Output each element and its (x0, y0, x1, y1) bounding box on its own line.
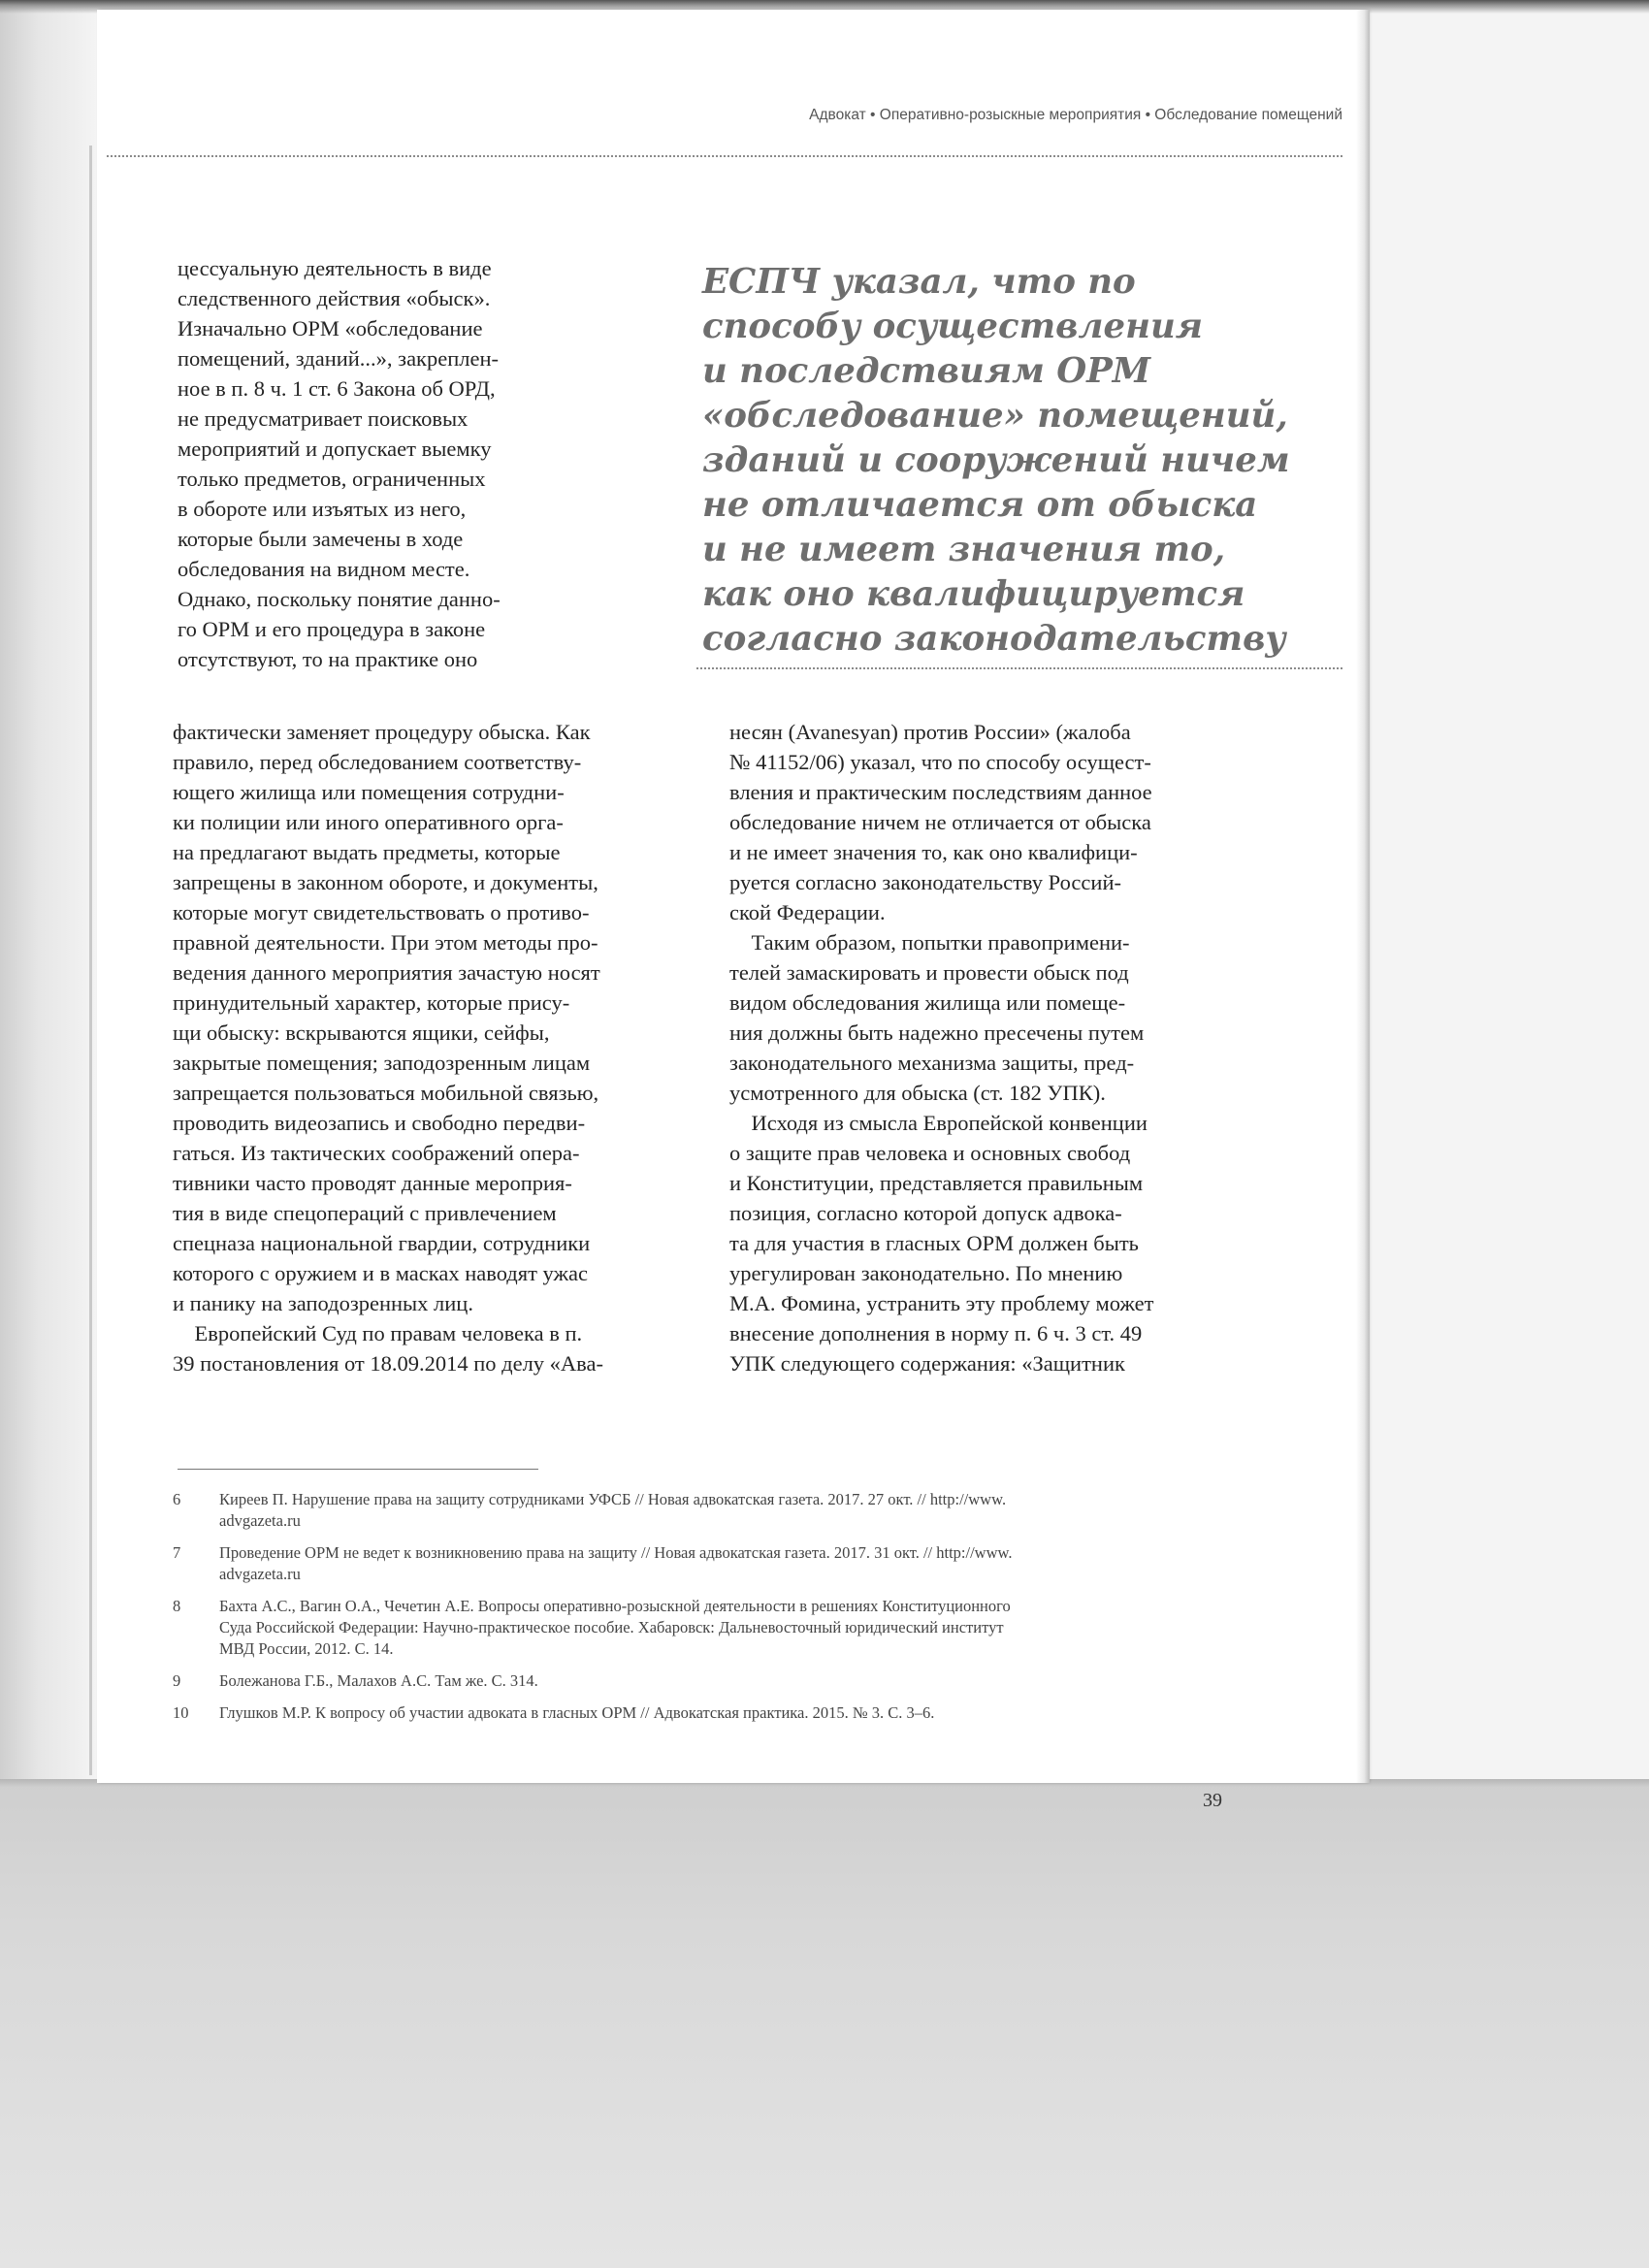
footnote (173, 1596, 1249, 1660)
footnote-number: 9 (173, 1671, 181, 1690)
footnote-number: 8 (173, 1597, 181, 1615)
body-column-right: несян (Avanesyan) против России» (жалоба № 41152/06) указал, что по способу осущест- вления и практическим последствиям данное обследование ничем не отличается от обыска и не имеет значения то, как оно квалифици- руется согласно законодательству Россий- ской Федерации. Таким образом, попытки правопримени- телей замаскировать и провести обыск под видом обследования жилища или помеще- ния должны быть надежно пресечены путем законодательного механизма защиты, пред- усмотренного для обыска (ст. 182 УПК). Исходя из смысла Европейской конвенции о защите прав человека и основных свобод и Конституции, представляется правильным позиция, согласно которой допуск адвока- та для участия в гласных ОРМ должен быть урегулирован законодательно. По мнению М.А. Фомина, устранить эту проблему может внесение дополнения в норму п. 6 ч. 3 ст. 49 УПК следующего содержания: «Защитник (729, 720, 1154, 1376)
footnote-text: Глушков М.Р. К вопросу об участии адвоката в гласных ОРМ // Адвокатская практика. 2015. № 3. С. 3–6. (219, 1703, 935, 1722)
pull-quote: ЕСПЧ указал, что по способу осуществления и последствиям ОРМ «обследование» помещений, зданий и сооружений ничем не отличается от обыска и не имеет значения то, как оно квалифицируется согласно законодательству (702, 262, 1290, 659)
footnote-text: Проведение ОРМ не ведет к возникновению права на защиту // Новая адвокатская газета. 2017. 31 окт. // http://www. advgazeta.ru (219, 1543, 1013, 1583)
footnote-number: 10 (173, 1703, 189, 1722)
footnote-text: Бахта А.С., Вагин О.А., Чечетин А.Е. Вопросы оперативно-розыскной деятельности в решениях Конституционного Суда Российской Федерации: Научно-практическое пособие. Хабаровск: Дальневосточный юридический институт МВД России, 2012. С. 14. (219, 1597, 1011, 1658)
page-number: 39 (1203, 1790, 1222, 1811)
footnote-number: 7 (173, 1543, 181, 1562)
header-divider (107, 155, 1342, 157)
running-header: Адвокат • Оперативно-розыскные мероприятия • Обследование помещений (809, 107, 1342, 123)
footnote-text: Киреев П. Нарушение права на защиту сотрудниками УФСБ // Новая адвокатская газета. 2017. 27 окт. // http://www. advgazeta.ru (219, 1490, 1007, 1530)
footnote-number: 6 (173, 1490, 181, 1508)
footnote (173, 1670, 1249, 1692)
page-edge (1356, 10, 1370, 1783)
footnote (173, 1489, 1249, 1532)
footnote-text: Болежанова Г.Б., Малахов А.С. Там же. С. 314. (219, 1671, 538, 1690)
scan-binding-edge (89, 146, 92, 1775)
footnote (173, 1542, 1249, 1585)
scan-background (0, 1783, 1649, 2268)
pull-quote-divider (696, 667, 1342, 669)
footnote (173, 1702, 1249, 1724)
body-column-left-upper: цессуальную деятельность в виде следственного действия «обыск». Изначально ОРМ «обследование помещений, зданий...», закреплен- ное в п. 8 ч. 1 ст. 6 Закона об ОРД, не предусматривает поисковых мероприятий и допускает выемку только предметов, ограниченных в обороте или изъятых из него, которые были замечены в ходе обследования на видном месте. Однако, поскольку понятие данно- го ОРМ и его процедура в законе отсутствуют, то на практике оно (178, 256, 501, 671)
footnotes (173, 1489, 1249, 1734)
footnote-divider (178, 1469, 538, 1470)
body-column-left: фактически заменяет процедуру обыска. Как правило, перед обследованием соответству- ющего жилища или помещения сотрудни- ки полиции или иного оперативного орга- на предлагают выдать предметы, которые запрещены в законном обороте, и документы, которые могут свидетельствовать о противо- правной деятельности. При этом методы про- ведения данного мероприятия зачастую носят принудительный характер, которые прису- щи обыску: вскрываются ящики, сейфы, закрытые помещения; заподозренным лицам запрещается пользоваться мобильной связью, проводить видеозапись и свободно передви- гаться. Из тактических соображений опера- тивники часто проводят данные мероприя- тия в виде спецопераций с привлечением спецназа национальной гвардии, сотрудники которого с оружием и в масках наводят ужас и панику на заподозренных лиц. Европейский Суд по правам человека в п. 39 постановления от 18.09.2014 по делу «Ава- (173, 720, 603, 1376)
